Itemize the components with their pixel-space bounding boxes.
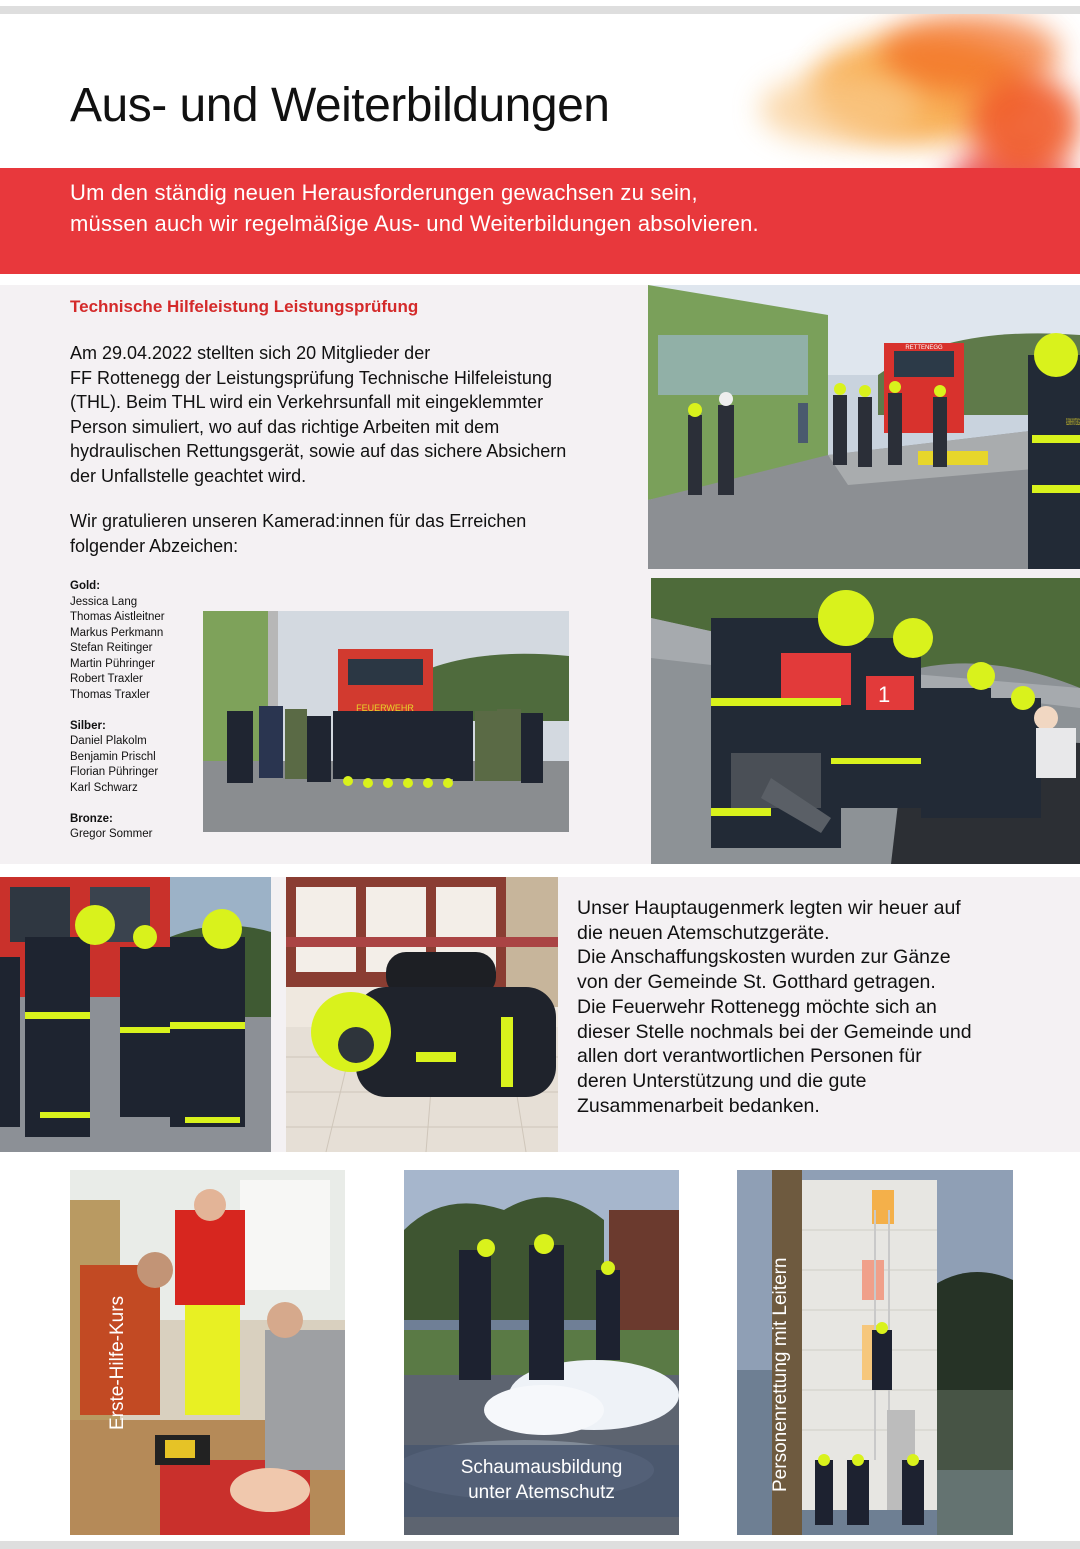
truck-door-text: FEUERWEHR [356,703,414,713]
ladder-caption: Personenrettung mit Leitern [770,1257,791,1492]
award-name: Thomas Aistleitner [70,611,165,623]
awards-list [70,579,165,843]
text-line: von der Gemeinde St. Gotthard getragen. [577,971,936,994]
text-line: der Unfallstelle geachtet wird. [70,465,307,486]
bronze-label: Bronze: [70,812,113,825]
photo-crawling [286,877,558,1152]
award-name: Gregor Sommer [70,828,153,840]
photo-breathing-group [0,877,271,1152]
award-name: Markus Perkmann [70,626,164,639]
text-line: Die Feuerwehr Rottenegg möchte sich an [577,995,937,1018]
text-line: Zusammenarbeit bedanken. [577,1094,820,1117]
intro-line-1: Um den ständig neuen Herausforderungen gewachsen zu sein, [70,180,698,205]
award-name: Florian Pühringer [70,766,159,778]
foam-caption [404,1445,679,1517]
truck-sign: RETTENEGG [905,345,943,351]
text-line: Am 29.04.2022 stellten sich 20 Mitglieder der [70,343,431,363]
text-line: hydraulischen Rettungsgerät, sowie auf das sichere Absichern [70,441,567,462]
intro-banner [0,168,1080,274]
text-line: (THL). Beim THL wird ein Verkehrsunfall mit eingeklemmter [70,392,544,413]
text-line: FF Rottenegg der Leistungsprüfung Technische Hilfeleistung [70,367,552,388]
text-line: die neuen Atemschutzgeräte. [577,921,830,944]
photo-group [203,611,569,832]
award-name: Thomas Traxler [70,688,150,701]
text-line: folgender Abzeichen: [70,535,239,556]
caption-line: Schaumausbildung [460,1457,623,1478]
text-line: Wir gratulieren unseren Kamerad:innen für das Erreichen [70,511,527,531]
photo-thl-scene [648,285,1080,569]
text-line: allen dort verantwortlichen Personen für [577,1045,922,1068]
text-line: Unser Hauptaugenmerk legten wir heuer auf [577,897,961,919]
bottom-border [0,1541,1080,1549]
thl-heading: Technische Hilfeleistung Leistungsprüfung [70,297,419,316]
text-line: Die Anschaffungskosten wurden zur Gänze [577,946,951,969]
text-line: deren Unterstützung und die gute [577,1069,867,1092]
gold-label: Gold: [70,580,101,592]
jacket-text: FEUERWEHR ROTTENEGG [1066,417,1080,427]
award-name: Benjamin Prischl [70,750,156,763]
intro-line-2: müssen auch wir regelmäßige Aus- und Weiterbildungen absolvieren. [70,211,759,236]
first-aid-caption: Erste-Hilfe-Kurs [107,1295,128,1430]
page-title: Aus- und Weiterbildungen [70,79,610,132]
text-line: Person simuliert, wo auf das richtige Arbeiten mit dem [70,416,500,437]
silver-label: Silber: [70,719,106,732]
photo-foam-training [404,1170,679,1535]
award-name: Robert Traxler [70,673,143,685]
award-name: Stefan Reitinger [70,642,153,654]
thl-paragraph-2 [70,509,526,558]
bib-number: 1 [878,682,891,707]
thl-paragraph-1 [70,341,566,489]
award-name: Karl Schwarz [70,781,138,794]
photo-rescue-tool [651,578,1080,864]
breathing-text [577,896,972,1118]
caption-line: unter Atemschutz [468,1482,615,1503]
award-name: Daniel Plakolm [70,735,147,747]
text-line: dieser Stelle nochmals bei der Gemeinde und [577,1020,972,1043]
award-name: Jessica Lang [70,595,138,608]
top-border [0,6,1080,14]
award-name: Martin Pühringer [70,657,156,670]
